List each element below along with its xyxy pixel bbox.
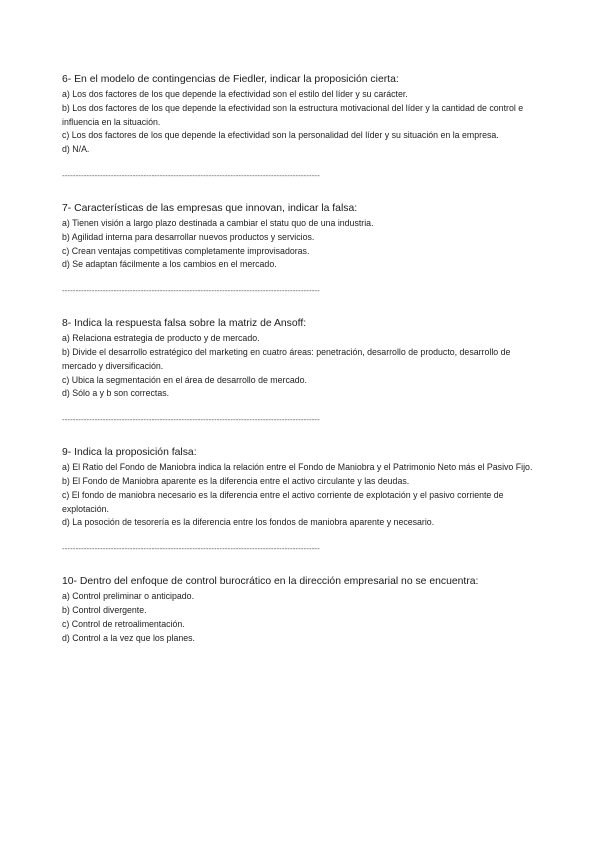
option-b: b) Agilidad interna para desarrollar nuevos productos y servicios. — [62, 231, 315, 242]
option-a: a) Control preliminar o anticipado. — [62, 591, 195, 602]
separator-line: ----------------------------------------------------------------------------------------------- — [62, 544, 320, 554]
separator-line: ----------------------------------------------------------------------------------------------- — [62, 286, 320, 296]
question-title: 10- Dentro del enfoque de control burocrático en la dirección empresarial no se encuentra: — [62, 576, 479, 588]
option-a: a) Tienen visión a largo plazo destinada a cambiar el statu quo de una industria. — [62, 217, 374, 228]
option-d: d) N/A. — [62, 144, 90, 155]
option-b: b) Divide el desarrollo estratégico del marketing en cuatro áreas: penetración, desarrollo de producto, desarrollo de mercado y diversificación. — [62, 346, 511, 371]
separator-line: ----------------------------------------------------------------------------------------------- — [62, 170, 320, 180]
question-6 — [62, 72, 542, 157]
option-d: d) Se adaptan fácilmente a los cambios en el mercado. — [62, 259, 277, 270]
question-9 — [62, 445, 542, 530]
option-d: d) Control a la vez que los planes. — [62, 632, 196, 643]
separator-line: ----------------------------------------------------------------------------------------------- — [62, 415, 320, 425]
option-c: c) Crean ventajas competitivas completamente improvisadoras. — [62, 245, 310, 256]
option-c: c) El fondo de maniobra necesario es la diferencia entre el activo corriente de explotación y el pasivo corriente de explotación. — [62, 489, 504, 514]
question-title: 6- En el modelo de contingencias de Fiedler, indicar la proposición cierta: — [62, 74, 399, 85]
option-b: b) Control divergente. — [62, 604, 147, 615]
option-c: c) Control de retroalimentación. — [62, 618, 185, 629]
question-8 — [62, 316, 542, 401]
document-page — [62, 72, 542, 645]
option-c: c) Los dos factores de los que depende la efectividad son la personalidad del líder y su situación en la empresa. — [62, 130, 499, 141]
option-d: d) Sólo a y b son correctas. — [62, 388, 170, 399]
question-title: 8- Indica la respuesta falsa sobre la matriz de Ansoff: — [62, 318, 307, 330]
option-b: b) Los dos factores de los que depende la efectividad son la estructura motivacional del líder y la cantidad de control e influencia en la situación. — [62, 102, 524, 127]
option-a: a) Los dos factores de los que depende la efectividad son el estilo del líder y su carácter. — [62, 89, 408, 99]
option-a: a) El Ratio del Fondo de Maniobra indica la relación entre el Fondo de Maniobra y el Patrimonio Neto más el Pasivo Fijo. — [62, 462, 533, 473]
option-b: b) El Fondo de Maniobra aparente es la diferencia entre el activo circulante y las deudas. — [62, 475, 410, 486]
option-a: a) Relaciona estrategia de producto y de mercado. — [62, 333, 260, 344]
option-d: d) La posoción de tesorería es la diferencia entre los fondos de maniobra aparente y necesario. — [62, 517, 435, 528]
question-7 — [62, 201, 542, 272]
question-title: 7- Características de las empresas que innovan, indicar la falsa: — [62, 202, 358, 214]
question-10 — [62, 574, 542, 645]
option-c: c) Ubica la segmentación en el área de desarrollo de mercado. — [62, 374, 307, 385]
question-title: 9- Indica la proposición falsa: — [62, 447, 197, 459]
